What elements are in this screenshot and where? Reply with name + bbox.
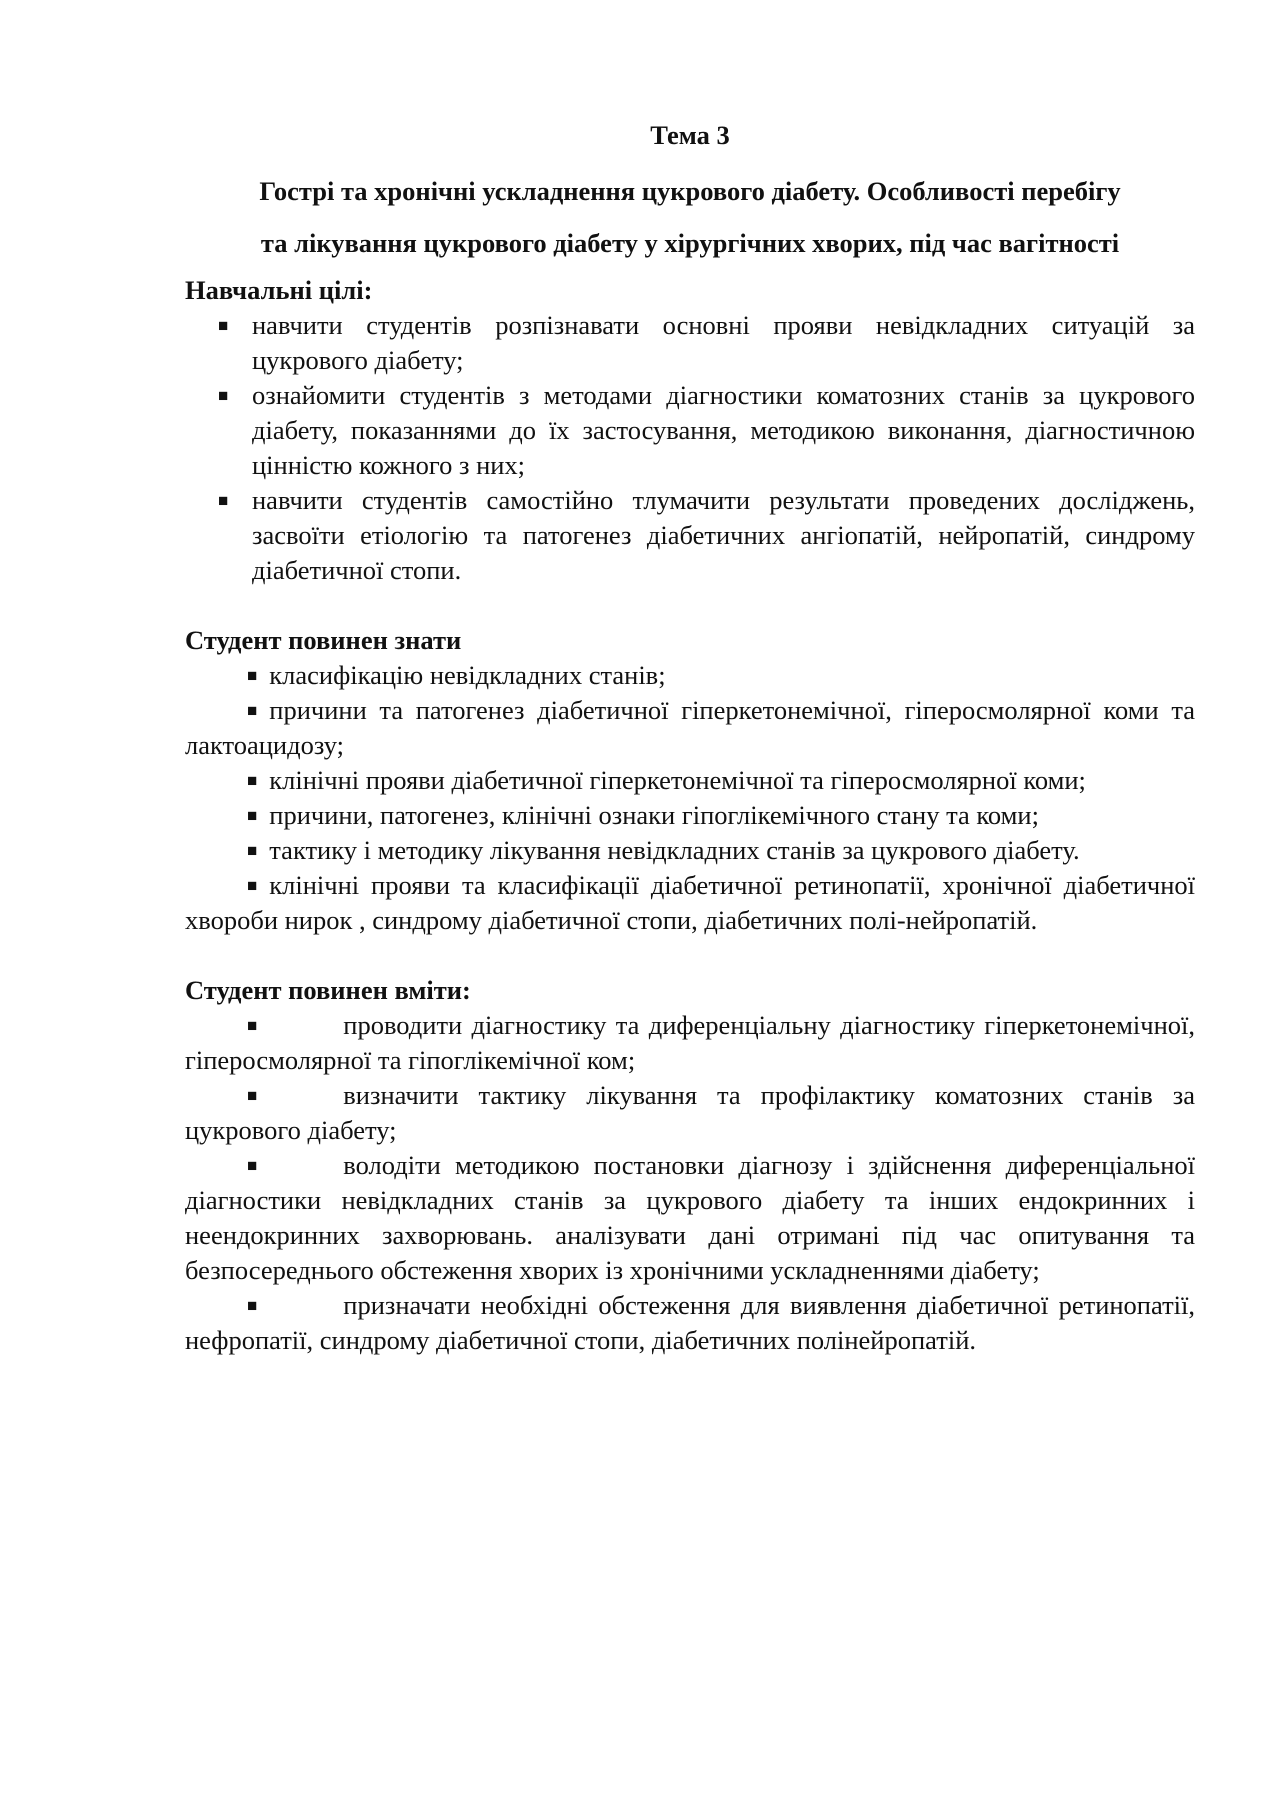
square-bullet-icon: ■: [247, 701, 258, 720]
square-bullet-icon: ■: [247, 771, 258, 790]
list-item: [218, 378, 1195, 483]
list-item: [185, 798, 1195, 833]
list-item: [185, 658, 1195, 693]
can-heading: Студент повинен вміти:: [185, 975, 471, 1005]
square-bullet-icon: ■: [247, 841, 258, 860]
square-bullet-icon: ■: [247, 876, 258, 895]
list-item-text: володіти методикою постановки діагнозу і здійснення диференціальної діагностики невідкладних станів за цукрового діабету та інших ендокринних і неендокринних захворювань. аналізувати дані отримані під час опитування та безпосереднього обстеження хворих із хронічними ускладненнями діабету;: [185, 1150, 1195, 1285]
list-item: [185, 763, 1195, 798]
square-bullet-icon: ■: [247, 806, 258, 825]
lesson-subtitle: [185, 165, 1195, 269]
list-item: [185, 1288, 1195, 1358]
square-bullet-icon: ■: [218, 316, 229, 335]
square-bullet-icon: ■: [247, 1086, 258, 1105]
list-item-text: навчити студентів розпізнавати основні прояви невідкладних ситуацій за цукрового діабету;: [252, 310, 1195, 375]
list-item: [185, 693, 1195, 763]
aims-list: [185, 308, 1195, 588]
list-item: [185, 1008, 1195, 1078]
square-bullet-icon: ■: [218, 491, 229, 510]
list-item: [185, 1148, 1195, 1288]
list-item-text: причини та патогенез діабетичної гіперкетонемічної, гіперосмолярної коми та лактоацидозу;: [185, 695, 1195, 760]
list-item: [218, 308, 1195, 378]
know-list: [185, 658, 1195, 938]
square-bullet-icon: ■: [247, 1156, 258, 1175]
can-list: [185, 1008, 1195, 1358]
spacer: [185, 938, 1195, 973]
square-bullet-icon: ■: [247, 1016, 258, 1035]
list-item: [185, 1078, 1195, 1148]
list-item-text: клінічні прояви та класифікації діабетичної ретинопатії, хронічної діабетичної хвороби нирок , синдрому діабетичної стопи, діабетичних полі-нейропатій.: [185, 870, 1195, 935]
list-item: [185, 868, 1195, 938]
list-item-text: клінічні прояви діабетичної гіперкетонемічної та гіперосмолярної коми;: [269, 765, 1086, 795]
square-bullet-icon: ■: [247, 666, 258, 685]
document-page: [185, 118, 1195, 1358]
list-item: [218, 483, 1195, 588]
list-item-text: тактику і методику лікування невідкладних станів за цукрового діабету.: [269, 835, 1080, 865]
square-bullet-icon: ■: [218, 386, 229, 405]
spacer: [185, 588, 1195, 623]
list-item-text: класифікацію невідкладних станів;: [269, 660, 666, 690]
list-item-text: призначати необхідні обстеження для виявлення діабетичної ретинопатії, нефропатії, синдрому діабетичної стопи, діабетичних полінейропатій.: [185, 1290, 1195, 1355]
subtitle-line: та лікування цукрового діабету у хірургічних хворих, під час вагітності: [260, 228, 1120, 258]
list-item-text: проводити діагностику та диференціальну діагностику гіперкетонемічної, гіперосмолярної та гіпоглікемічної ком;: [185, 1010, 1195, 1075]
topic-title: Тема 3: [650, 120, 730, 150]
know-heading: Студент повинен знати: [185, 625, 462, 655]
list-item-text: навчити студентів самостійно тлумачити результати проведених досліджень, засвоїти етіологію та патогенез діабетичних ангіопатій, нейропатій, синдрому діабетичної стопи.: [252, 485, 1195, 585]
aims-heading: Навчальні цілі:: [185, 275, 373, 305]
subtitle-line: Гострі та хронічні ускладнення цукрового діабету. Особливості перебігу: [259, 176, 1121, 206]
list-item: [185, 833, 1195, 868]
list-item-text: визначити тактику лікування та профілактику коматозних станів за цукрового діабету;: [185, 1080, 1195, 1145]
list-item-text: причини, патогенез, клінічні ознаки гіпоглікемічного стану та коми;: [269, 800, 1039, 830]
list-item-text: ознайомити студентів з методами діагностики коматозних станів за цукрового діабету, показаннями до їх застосування, методикою виконання, діагностичною цінністю кожного з них;: [252, 380, 1195, 480]
square-bullet-icon: ■: [247, 1296, 258, 1315]
